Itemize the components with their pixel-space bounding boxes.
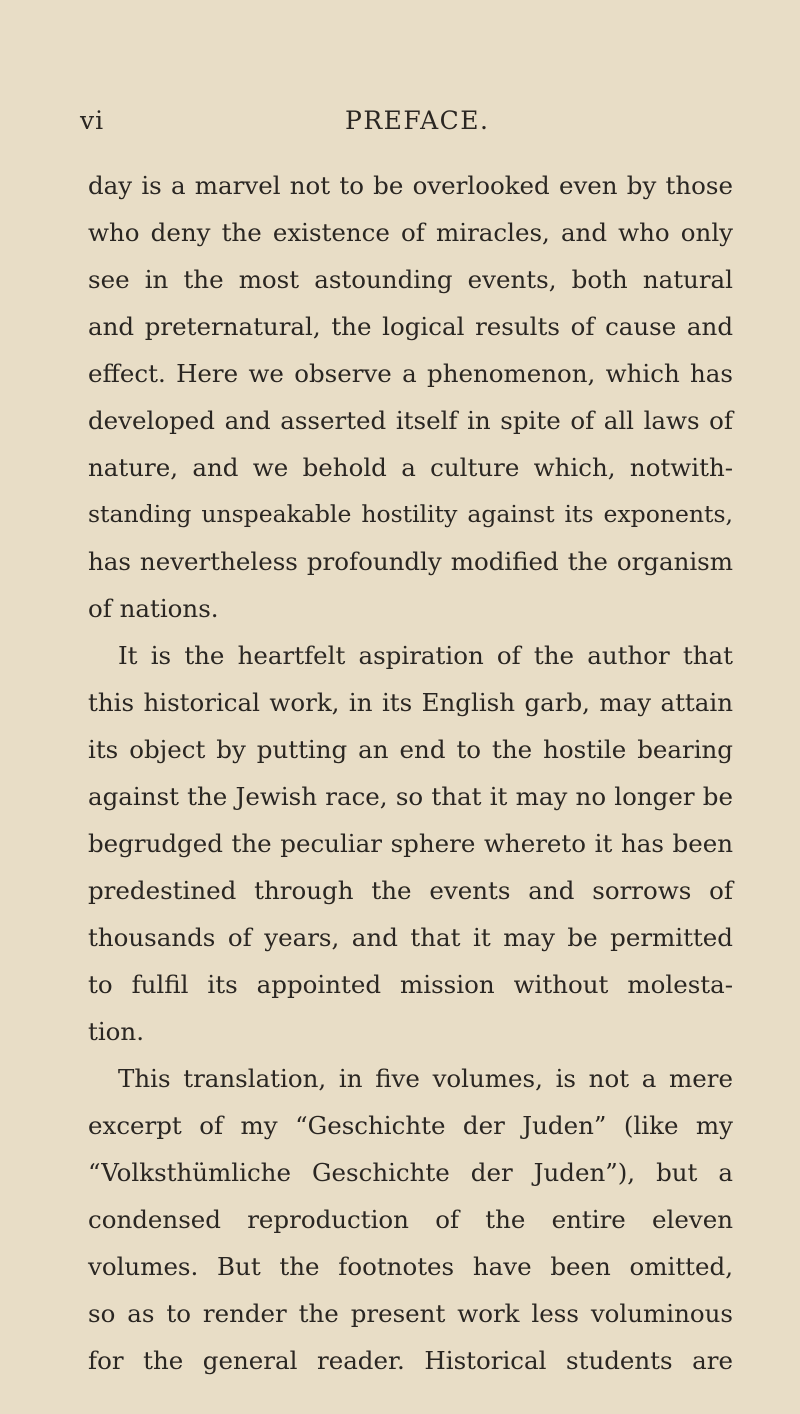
text-line: has nevertheless profoundly modified the organism [88, 547, 733, 576]
text-line: nature, and we behold a culture which, notwith- [88, 453, 733, 482]
text-line: predestined through the events and sorrows of [88, 876, 733, 905]
text-line: day is a marvel not to be overlooked even by those [88, 171, 733, 200]
text-line: “Volksthümliche Geschichte der Juden”), but a [88, 1158, 733, 1187]
text-line: excerpt of my “Geschichte der Juden” (like my [88, 1111, 733, 1140]
paragraph-start-line: This translation, in five volumes, is not a mere [118, 1064, 733, 1093]
text-line: its object by putting an end to the hostile bearing [88, 735, 733, 764]
text-line: for the general reader. Historical students are [88, 1346, 733, 1375]
text-line: who deny the existence of miracles, and who only [88, 218, 733, 247]
running-head [0, 106, 800, 136]
text-line: begrudged the peculiar sphere whereto it has been [88, 829, 733, 858]
body-text [88, 162, 733, 1384]
text-line: developed and asserted itself in spite of all laws of [88, 406, 733, 435]
text-line: this historical work, in its English garb, may attain [88, 688, 733, 717]
header-title: PREFACE. [345, 106, 490, 135]
text-line: so as to render the present work less voluminous [88, 1299, 733, 1328]
text-line: against the Jewish race, so that it may no longer be [88, 782, 733, 811]
paragraph-start-line: It is the heartfelt aspiration of the author that [118, 641, 733, 670]
text-line: effect. Here we observe a phenomenon, which has [88, 359, 733, 388]
text-line: see in the most astounding events, both natural [88, 265, 733, 294]
text-line: and preternatural, the logical results of cause and [88, 312, 733, 341]
text-line: of nations. [88, 594, 219, 623]
text-line: to fulfil its appointed mission without molesta- [88, 970, 733, 999]
text-line: thousands of years, and that it may be permitted [88, 923, 733, 952]
text-line: volumes. But the footnotes have been omitted, [88, 1252, 733, 1281]
page-number: vi [80, 106, 105, 135]
text-line: condensed reproduction of the entire eleven [88, 1205, 733, 1234]
text-line: standing unspeakable hostility against its exponents, [88, 500, 733, 528]
text-line: tion. [88, 1017, 144, 1046]
